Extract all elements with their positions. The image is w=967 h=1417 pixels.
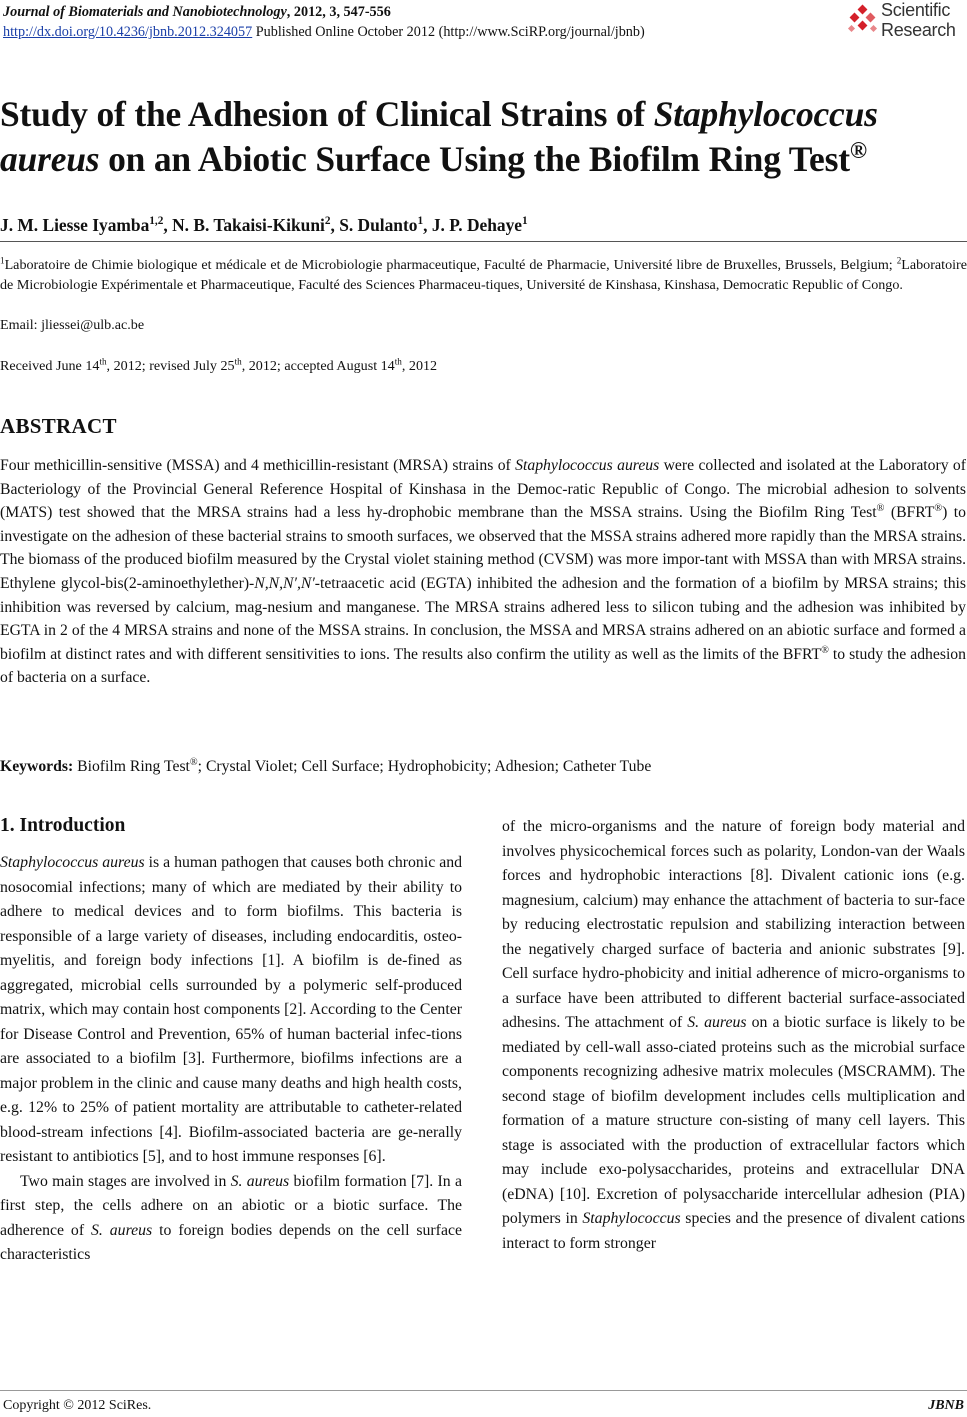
logo-mark-icon (847, 4, 879, 36)
journal-name: Journal of Biomaterials and Nanobiotechnology (3, 4, 287, 20)
abstract-heading: ABSTRACT (0, 414, 117, 438)
abstract-body: Four methicillin-sensitive (MSSA) and 4 methicillin-resistant (MRSA) strains of Staphylococcus aureus were collected and isolated at the Laboratory of Bacteriology of the Provincial General Reference Hospital of Kinshasa in the Democ-ratic Republic of Congo. The microbial adhesion to solvents (MATS) test showed that the MRSA strains had a less hy-drophobic membrane than the MSSA strains. Using the Biofilm Ring Test® (BFRT®) to investigate on the adhesion of these bacterial strains to smooth surfaces, we observed that the MSSA strains adhered more rapidly than the MRSA strains. The biomass of the produced biofilm measured by the Crystal violet staining method (CVSM) was more impor-tant with MSSA than with MRSA strains. Ethylene glycol-bis(2-aminoethylether)-N,N,N′,N′-tetraacetic acid (EGTA) inhibited the adhesion and the formation of a biofilm by MRSA strains; this inhibition was reversed by calcium, mag-nesium and manganese. The MRSA strains adhered less to silicon tubing and the adhesion was inhibited by EGTA in 2 of the 4 MRSA strains and none of the MSSA strains. In conclusion, the MSSA and MRSA strains adhered on an abiotic surface and formed a biofilm at distinct rates and with different sensitivities to ions. The results also confirm the utility as well as the limits of the BFRT® to study the adhesion of bacteria on a surface. (0, 457, 967, 687)
running-header (3, 2, 843, 42)
paragraph: Two main stages are involved in S. aureus biofilm formation [7]. In a first step, the cells adhere on an abiotic or a biotic surface. The adherence of S. aureus to foreign bodies depends on the cell surface characteristics (0, 1172, 462, 1263)
paper-title: Study of the Adhesion of Clinical Strains of Staphylococcus aureus on an Abiotic Surface Using the Biofilm Ring Test® (0, 94, 878, 179)
published-note: Published Online October 2012 (http://www.SciRP.org/journal/jbnb) (252, 24, 645, 40)
received-dates: Received June 14th, 2012; revised July 25th, 2012; accepted August 14th, 2012 (0, 356, 438, 374)
author-list (0, 215, 528, 236)
column-right (502, 815, 965, 1256)
keywords: Keywords: Biofilm Ring Test®; Crystal Violet; Cell Surface; Hydrophobicity; Adhesion; Catheter Tube (0, 756, 652, 775)
author-divider (0, 241, 967, 242)
affiliations: $^1$Laboratoire de Chimie biologique et médicale et de Microbiologie pharmaceutique, Faculté de Pharmacie, Université libre de Bruxelles, Brussels, Belgium; $^2$Laboratoire de Microbiologie Expérimentale et Pharmaceutique, Faculté des Sciences Pharmaceu-tiques, Université de Kinshasa, Kinshasa, Democratic Republic of Congo. (0, 255, 967, 293)
doi-link[interactable]: http://dx.doi.org/10.4236/jbnb.2012.324057 (3, 24, 253, 40)
journal-volume: , 2012, 3, 547-556 (286, 4, 391, 20)
author: N. B. Takaisi-Kikuni$^2$, (172, 215, 340, 235)
contact-email: Email: jliessei@ulb.ac.be (0, 317, 145, 333)
logo-text: Scientific Research (881, 0, 956, 40)
copyright-notice: Copyright © 2012 SciRes. (3, 1398, 152, 1413)
section-heading-introduction: 1. Introduction (0, 815, 126, 836)
footer-divider (0, 1390, 967, 1391)
column-left (0, 851, 462, 1268)
scientific-research-logo[interactable] (847, 0, 965, 44)
paragraph: Staphylococcus aureus is a human pathogen that causes both chronic and nosocomial infections; many of which are mediated by their ability to adhere to medical devices and to form biofilms. This bacteria is responsible of a large variety of diseases, including endocarditis, osteo-myelitis, and foreign body infections [1]. A biofilm is de-fined as aggregated, microbial cells surrounded by a polymeric self-produced matrix, which may contain host components [2]. According to the Center for Disease Control and Prevention, 65% of human bacterial infec-tions are associated to a biofilm [3]. Furthermore, biofilms infections are a major problem in the clinic and cause many deaths and high health costs, e.g. 12% to 25% of patient mortality are attributable to catheter-related blood-stream infections [4]. Biofilm-associated bacteria are ge-nerally resistant to antibiotics [5], and to host immune responses [6]. (0, 854, 463, 1165)
journal-abbreviation: JBNB (928, 1398, 964, 1413)
paragraph: of the micro-organisms and the nature of foreign body material and involves physicochemical forces such as polarity, London-van der Waals forces and hydrophobic interactions [8]. Divalent cationic ions (e.g. magnesium, calcium) may enhance the attachment of bacteria to sur-face by reducing electrostatic repulsion and stabilizing interaction between the negatively charged surface of bacteria and anionic substrates [9]. Cell surface hydro-phobicity and initial adherence of micro-organisms to a surface have been attributed to different bacterial surface-associated adhesins. The attachment of S. aureus on a biotic surface is likely to be mediated by cell-wall asso-ciated proteins such as the microbial surface components recognizing adhesive matrix molecules (MSCRAMM). The second stage of biofilm development includes cells multiplication and formation of a mature structure con-sisting of many cell layers. This stage is associated with the production of extracellular factors which may include exo-polysaccharides, proteins and extracellular DNA (eDNA) [10]. Excretion of polysaccharide intercellular adhesion (PIA) polymers in Staphylococcus species and the presence of divalent cations interact to form stronger (502, 818, 965, 1252)
author: S. Dulanto$^1$, (339, 215, 432, 235)
author: J. P. Dehaye$^1$ (431, 215, 528, 235)
author: J. M. Liesse Iyamba$^{1,2}$, (0, 215, 173, 235)
